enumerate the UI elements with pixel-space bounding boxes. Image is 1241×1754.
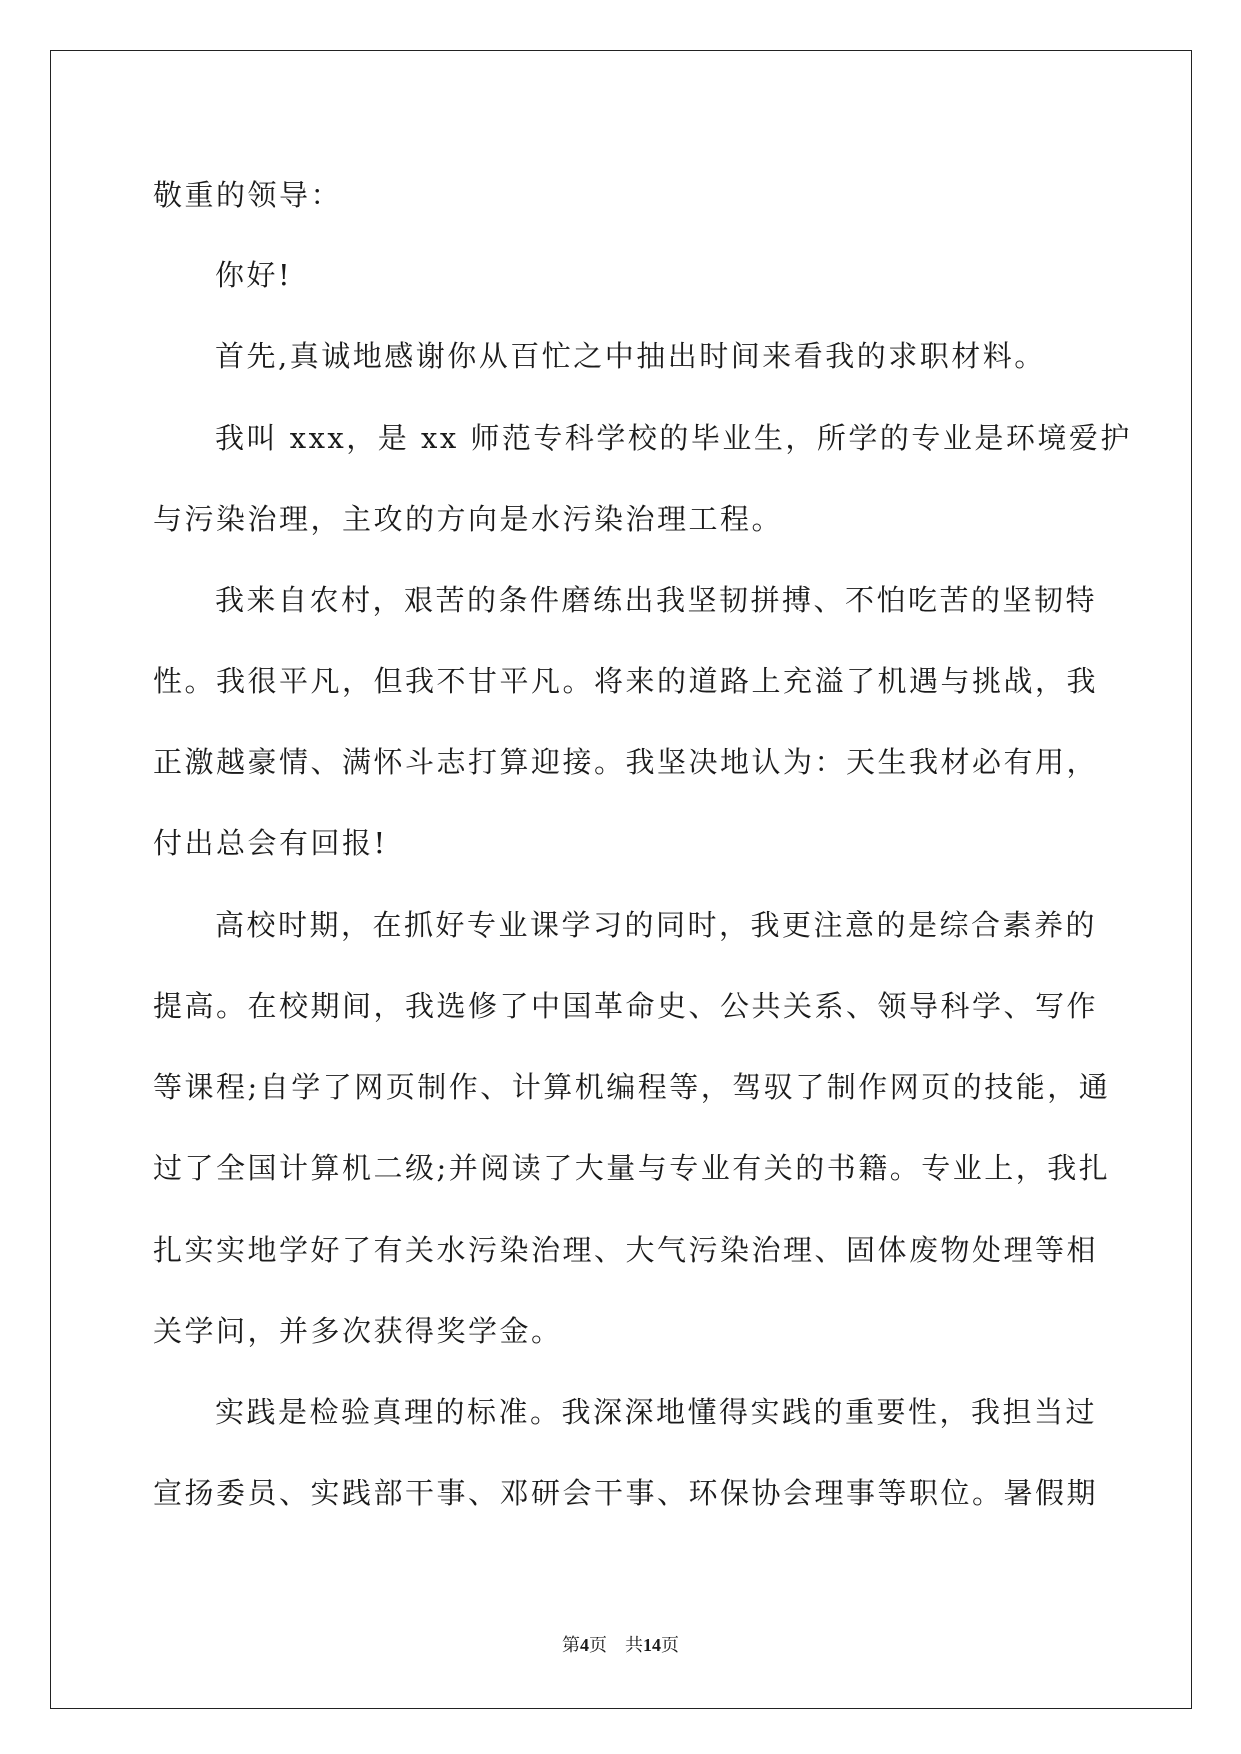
paragraph-line: 付出总会有回报! bbox=[153, 826, 388, 860]
total-pages: 14 bbox=[643, 1635, 661, 1655]
paragraph-line: 过了全国计算机二级;并阅读了大量与专业有关的书籍。专业上，我扎 bbox=[153, 1151, 1111, 1185]
salutation: 敬重的领导： bbox=[153, 178, 343, 212]
paragraph-line: 与污染治理，主攻的方向是水污染治理工程。 bbox=[153, 502, 784, 536]
paragraph-line: 等课程;自学了网页制作、计算机编程等，驾驭了制作网页的技能，通 bbox=[153, 1070, 1111, 1104]
total-prefix: 共 bbox=[625, 1635, 643, 1655]
paragraph-line: 提高。在校期间，我选修了中国革命史、公共关系、领导科学、写作 bbox=[153, 989, 1099, 1023]
paragraph-line: 高校时期，在抓好专业课学习的同时，我更注意的是综合素养的 bbox=[215, 908, 1098, 942]
total-suffix: 页 bbox=[661, 1635, 679, 1655]
paragraph-line: 关学问，并多次获得奖学金。 bbox=[153, 1314, 563, 1348]
paragraph-line: 宣扬委员、实践部干事、邓研会干事、环保协会理事等职位。暑假期 bbox=[153, 1476, 1099, 1510]
paragraph-line: 扎实实地学好了有关水污染治理、大气污染治理、固体废物处理等相 bbox=[153, 1233, 1099, 1267]
page-border bbox=[50, 50, 1192, 1709]
page-prefix: 第 bbox=[562, 1635, 580, 1655]
paragraph-line: 首先,真诚地感谢你从百忙之中抽出时间来看我的求职材料。 bbox=[215, 339, 1046, 373]
paragraph-line: 我叫 xxx，是 xx 师范专科学校的毕业生，所学的专业是环境爱护 bbox=[215, 421, 1132, 455]
greeting: 你好! bbox=[215, 258, 293, 292]
paragraph-line: 实践是检验真理的标准。我深深地懂得实践的重要性，我担当过 bbox=[215, 1395, 1098, 1429]
paragraph-line: 正激越豪情、满怀斗志打算迎接。我坚决地认为：天生我材必有用， bbox=[153, 745, 1099, 779]
paragraph-line: 我来自农村，艰苦的条件磨练出我坚韧拼搏、不怕吃苦的坚韧特 bbox=[215, 583, 1098, 617]
page-footer bbox=[0, 1634, 1241, 1656]
page-suffix: 页 bbox=[589, 1635, 607, 1655]
page-number: 4 bbox=[580, 1635, 589, 1655]
paragraph-line: 性。我很平凡，但我不甘平凡。将来的道路上充溢了机遇与挑战，我 bbox=[153, 664, 1099, 698]
